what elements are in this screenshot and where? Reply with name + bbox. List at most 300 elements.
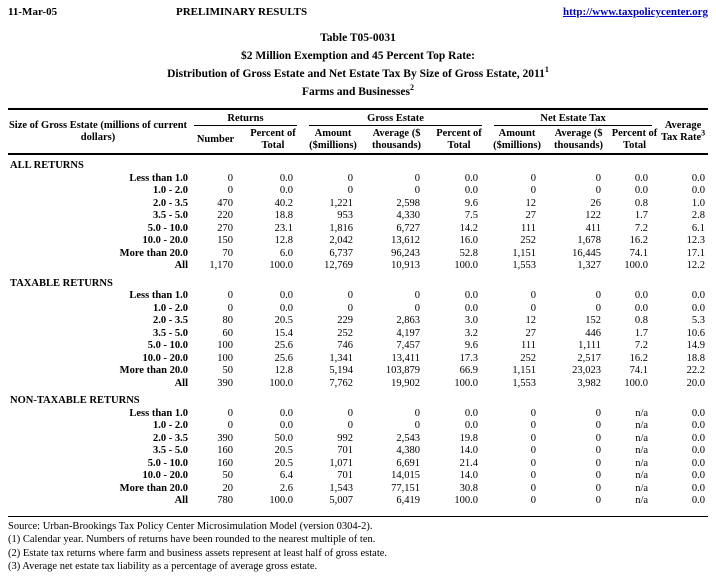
row-label: All (174, 260, 188, 271)
cell-value: 1,151 (512, 247, 537, 259)
cell-value: 992 (337, 432, 354, 444)
cell-value: 20.5 (274, 445, 294, 456)
cell-value: 0 (595, 172, 602, 184)
cell-value: 103,879 (385, 365, 421, 376)
cell-value: 780 (217, 495, 233, 506)
cell-value: 1,170 (209, 260, 233, 271)
section-title: NON-TAXABLE RETURNS (10, 395, 140, 406)
col-header-returns-number: Number (188, 126, 243, 154)
table-row (8, 340, 708, 353)
row-label: 3.5 - 5.0 (153, 445, 188, 456)
table-row (8, 303, 708, 316)
cell-value: 0 (530, 290, 537, 301)
cell-value: 70 (222, 247, 233, 259)
cell-value: 0 (347, 407, 354, 419)
cell-value: 0 (595, 445, 602, 456)
cell-value: 100.0 (454, 260, 479, 271)
cell-value: 0.0 (464, 185, 479, 196)
cell-value: 0.0 (691, 457, 706, 469)
cell-value: 470 (217, 197, 233, 209)
cell-value: 1.7 (634, 210, 649, 221)
cell-value: 2,517 (577, 352, 602, 364)
cell-value: 12 (525, 315, 537, 326)
cell-value: 23.1 (274, 222, 294, 234)
cell-value: 1,678 (577, 235, 602, 246)
cell-value: 160 (217, 457, 233, 469)
cell-value: 0 (414, 172, 421, 184)
cell-value: 100 (217, 340, 233, 351)
cell-value: 7.2 (634, 340, 649, 351)
cell-value: 77,151 (391, 482, 421, 494)
cell-value: 0.0 (279, 407, 294, 419)
cell-value: 1,111 (578, 340, 602, 351)
cell-value: 5.3 (691, 315, 706, 326)
col-header-net-average: Average ($ thousands) (546, 126, 611, 154)
cell-value: 0 (530, 495, 537, 506)
cell-value: 0.0 (691, 445, 706, 456)
table-row (8, 495, 708, 508)
cell-value: 0.0 (634, 185, 649, 196)
cell-value: 2.6 (279, 482, 294, 494)
cell-value: 0.0 (279, 290, 294, 301)
cell-value: 0 (530, 172, 537, 184)
cell-value: 0 (414, 407, 421, 419)
table-row (8, 408, 708, 421)
cell-value: 160 (217, 445, 233, 456)
cell-value: 1,221 (329, 197, 354, 209)
estate-tax-table (8, 108, 708, 508)
cell-value: 100.0 (269, 377, 294, 389)
cell-value: 411 (585, 222, 602, 234)
cell-value: 25.6 (274, 352, 294, 364)
cell-value: 13,612 (391, 235, 421, 246)
farms-businesses-subtitle: Farms and Businesses$^2$ (302, 83, 414, 98)
source-note: Source: Urban-Brookings Tax Policy Center Microsimulation Model (version 0304-2). (8, 520, 373, 532)
row-label: More than 20.0 (119, 365, 188, 376)
cell-value: 60 (222, 327, 233, 339)
cell-value: 1,543 (329, 482, 354, 494)
cell-value: 0 (595, 185, 602, 196)
row-label: 3.5 - 5.0 (153, 327, 188, 339)
cell-value: 0.0 (464, 172, 479, 184)
title-block (8, 32, 708, 99)
cell-value: 0 (530, 482, 537, 494)
cell-value: 6.1 (691, 222, 706, 234)
footnotes-block (8, 516, 708, 574)
cell-value: n/a (635, 432, 649, 444)
cell-value: 6,727 (396, 222, 421, 234)
cell-value: 0 (595, 407, 602, 419)
cell-value: 2,042 (329, 235, 354, 246)
cell-value: 446 (585, 327, 602, 339)
cell-value: 252 (520, 352, 537, 364)
cell-value: 14.9 (686, 340, 706, 351)
cell-value: 0 (530, 407, 537, 419)
cell-value: 12.8 (274, 365, 294, 376)
table-row (8, 378, 708, 391)
table-row (8, 365, 708, 378)
cell-value: 50 (222, 470, 233, 481)
cell-value: 0 (530, 185, 537, 196)
cell-value: 390 (217, 377, 233, 389)
cell-value: 0 (347, 185, 354, 196)
cell-value: 122 (585, 210, 602, 221)
cell-value: 12,769 (324, 260, 354, 271)
cell-value: 26 (590, 197, 602, 209)
cell-value: 390 (217, 432, 233, 444)
cell-value: 0 (595, 432, 602, 444)
cell-value: 953 (337, 210, 354, 221)
cell-value: 746 (337, 340, 354, 351)
cell-value: 0 (530, 470, 537, 481)
cell-value: 12.3 (686, 235, 706, 246)
table-header (8, 109, 708, 154)
exemption-subtitle: $2 Million Exemption and 45 Percent Top Rate: (241, 50, 475, 62)
cell-value: 152 (585, 315, 602, 326)
row-label: More than 20.0 (119, 247, 188, 259)
table-row (8, 433, 708, 446)
cell-value: 0 (227, 407, 233, 419)
cell-value: 0 (530, 457, 537, 469)
cell-value: 0 (595, 482, 602, 494)
row-label: 3.5 - 5.0 (153, 210, 188, 221)
footnote-2: (2) Estate tax returns where farm and business assets represent at least half of gross estate. (8, 547, 388, 559)
footnote-1: (1) Calendar year. Numbers of returns have been rounded to the nearest multiple of ten. (8, 534, 376, 545)
footnote-marker-1: 1 (544, 65, 549, 75)
row-label: 10.0 - 20.0 (142, 470, 188, 481)
cell-value: 0.0 (691, 407, 706, 419)
cell-value: 100.0 (624, 377, 649, 389)
cell-value: 7,457 (396, 340, 421, 351)
cell-value: 1,151 (512, 365, 537, 376)
cell-value: 2,863 (396, 315, 421, 326)
row-label: 10.0 - 20.0 (142, 235, 188, 246)
cell-value: 20.5 (274, 457, 294, 469)
cell-value: 270 (217, 222, 233, 234)
table-row (8, 458, 708, 471)
cell-value: 0.0 (691, 172, 706, 184)
cell-value: 0.0 (279, 420, 294, 431)
footnote-marker-3: 3 (701, 128, 706, 137)
cell-value: 1.7 (634, 327, 649, 339)
cell-value: 4,380 (396, 445, 421, 456)
cell-value: 0.0 (279, 302, 294, 314)
table-row (8, 235, 708, 248)
cell-value: 0 (414, 302, 421, 314)
table-number-title: Table T05-0031 (320, 32, 396, 44)
cell-value: 0 (595, 470, 602, 481)
table-row (8, 445, 708, 458)
cell-value: 40.2 (274, 197, 294, 209)
cell-value: 4,197 (396, 327, 421, 339)
returns-group-header: Returns (188, 109, 303, 126)
section-header-row (8, 160, 708, 173)
cell-value: 13,411 (391, 352, 421, 364)
col-header-net-amount: Amount ($millions) (488, 126, 546, 154)
cell-value: n/a (635, 445, 649, 456)
average-tax-rate-header: Average Tax Rate$^3$ (658, 109, 708, 154)
cell-value: 12.2 (686, 260, 706, 271)
size-column-header: Size of Gross Estate (millions of current dollars) (8, 109, 188, 154)
cell-value: 0 (227, 172, 233, 184)
cell-value: 18.8 (686, 352, 706, 364)
cell-value: 17.3 (459, 352, 479, 364)
cell-value: 2.8 (691, 210, 706, 221)
cell-value: 4,330 (396, 210, 421, 221)
cell-value: 14.0 (459, 445, 479, 456)
cell-value: 66.9 (459, 365, 479, 376)
row-label: 5.0 - 10.0 (147, 222, 188, 234)
cell-value: 0 (530, 302, 537, 314)
cell-value: 6.0 (279, 247, 294, 259)
cell-value: n/a (635, 470, 649, 481)
col-header-gross-percent: Percent of Total (430, 126, 488, 154)
cell-value: 0.0 (691, 185, 706, 196)
cell-value: n/a (635, 482, 649, 494)
cell-value: 150 (217, 235, 233, 246)
cell-value: 1,327 (577, 260, 602, 271)
cell-value: 0.0 (691, 432, 706, 444)
cell-value: 0 (530, 432, 537, 444)
cell-value: 100.0 (624, 260, 649, 271)
cell-value: 0.0 (464, 407, 479, 419)
cell-value: 0.0 (691, 420, 706, 431)
footnote-3: (3) Average net estate tax liability as a percentage of average gross estate. (8, 561, 318, 572)
cell-value: 252 (520, 235, 537, 246)
cell-value: 7.5 (464, 210, 479, 221)
cell-value: 0.0 (691, 290, 706, 301)
cell-value: 1.0 (691, 197, 706, 209)
section-title: ALL RETURNS (10, 160, 84, 171)
cell-value: 220 (217, 210, 233, 221)
cell-value: 111 (521, 340, 537, 351)
cell-value: 21.4 (459, 457, 479, 469)
cell-value: 22.2 (686, 365, 706, 376)
cell-value: 0.0 (634, 302, 649, 314)
cell-value: 96,243 (391, 247, 421, 259)
cell-value: 0.0 (634, 172, 649, 184)
cell-value: 10.6 (686, 327, 706, 339)
cell-value: 20.0 (686, 377, 706, 389)
cell-value: 1,341 (329, 352, 354, 364)
col-header-gross-amount: Amount ($millions) (303, 126, 363, 154)
cell-value: 80 (222, 315, 233, 326)
cell-value: 16.2 (629, 235, 649, 246)
cell-value: 16,445 (572, 247, 602, 259)
table-row (8, 328, 708, 341)
cell-value: 50.0 (274, 432, 294, 444)
table-row (8, 483, 708, 496)
cell-value: 27 (525, 210, 537, 221)
cell-value: 0 (347, 172, 354, 184)
cell-value: 18.8 (274, 210, 294, 221)
cell-value: 0 (595, 290, 602, 301)
row-label: 2.0 - 3.5 (153, 432, 188, 444)
table-row (8, 470, 708, 483)
col-header-net-percent: Percent of Total (611, 126, 658, 154)
row-label: Less than 1.0 (129, 290, 188, 301)
table-row (8, 420, 708, 433)
cell-value: 701 (337, 445, 354, 456)
cell-value: 74.1 (629, 365, 649, 376)
cell-value: 12.8 (274, 235, 294, 246)
row-label: All (174, 495, 188, 506)
cell-value: n/a (635, 407, 649, 419)
section-header-row (8, 278, 708, 291)
cell-value: 100.0 (454, 495, 479, 506)
cell-value: 100.0 (454, 377, 479, 389)
cell-value: 100 (217, 352, 233, 364)
cell-value: 3,982 (577, 377, 602, 389)
cell-value: 5,007 (329, 495, 354, 506)
cell-value: 111 (521, 222, 537, 234)
cell-value: 1,071 (329, 457, 354, 469)
cell-value: 10,913 (391, 260, 421, 271)
col-header-returns-percent: Percent of Total (243, 126, 303, 154)
section-title: TAXABLE RETURNS (10, 277, 113, 289)
table-row (8, 210, 708, 223)
preliminary-results-label: PRELIMINARY RESULTS (176, 6, 308, 18)
table-row (8, 290, 708, 303)
cell-value: 30.8 (459, 482, 479, 494)
cell-value: 25.6 (274, 340, 294, 351)
cell-value: 0.0 (691, 302, 706, 314)
row-label: 5.0 - 10.0 (147, 340, 188, 351)
page-header-strip (8, 6, 708, 19)
cell-value: 20 (222, 482, 233, 494)
cell-value: 7,762 (329, 377, 354, 389)
cell-value: 27 (525, 327, 537, 339)
cell-value: 20.5 (274, 315, 294, 326)
col-header-gross-average: Average ($ thousands) (363, 126, 430, 154)
cell-value: 0 (530, 445, 537, 456)
cell-value: 9.6 (464, 197, 479, 209)
cell-value: 0 (414, 185, 421, 196)
row-label: All (174, 377, 188, 389)
cell-value: 0 (530, 420, 537, 431)
table-row (8, 223, 708, 236)
cell-value: 0 (595, 302, 602, 314)
cell-value: 16.0 (459, 235, 479, 246)
table-body (8, 154, 708, 508)
cell-value: 14,015 (391, 470, 421, 481)
table-row (8, 260, 708, 273)
cell-value: 9.6 (464, 340, 479, 351)
cell-value: 0.0 (279, 185, 294, 196)
row-label: 5.0 - 10.0 (147, 457, 188, 469)
cell-value: 3.2 (464, 327, 479, 339)
distribution-subtitle: Distribution of Gross Estate and Net Estate Tax By Size of Gross Estate, 2011$^1$ (167, 65, 549, 80)
row-label: 1.0 - 2.0 (153, 302, 188, 314)
cell-value: 0 (227, 302, 233, 314)
cell-value: 3.0 (464, 315, 479, 326)
cell-value: 0.8 (634, 197, 649, 209)
table-row (8, 185, 708, 198)
table-row (8, 248, 708, 261)
cell-value: 0.0 (464, 302, 479, 314)
cell-value: 50 (222, 365, 233, 376)
cell-value: 2,543 (396, 432, 421, 444)
row-label: Less than 1.0 (129, 407, 188, 419)
cell-value: 229 (337, 315, 354, 326)
row-label: 2.0 - 3.5 (153, 315, 188, 326)
cell-value: 100.0 (269, 495, 294, 506)
cell-value: 0.8 (634, 315, 649, 326)
table-row (8, 315, 708, 328)
table-row (8, 198, 708, 211)
cell-value: 17.1 (686, 247, 706, 259)
cell-value: 6.4 (279, 470, 294, 481)
cell-value: 14.0 (459, 470, 479, 481)
cell-value: 14.2 (459, 222, 479, 234)
cell-value: 2,598 (396, 197, 421, 209)
cell-value: 6,419 (396, 495, 421, 506)
cell-value: 252 (337, 327, 354, 339)
date-label: 11-Mar-05 (8, 6, 58, 18)
cell-value: 0 (347, 302, 354, 314)
cell-value: 0.0 (464, 420, 479, 431)
gross-estate-group-header: Gross Estate (303, 109, 488, 126)
row-label: 10.0 - 20.0 (142, 352, 188, 364)
cell-value: n/a (635, 457, 649, 469)
cell-value: 100.0 (269, 260, 294, 271)
row-label: Less than 1.0 (129, 172, 188, 184)
cell-value: 0 (595, 495, 602, 506)
cell-value: 0.0 (634, 290, 649, 301)
cell-value: 0 (595, 457, 602, 469)
cell-value: 0 (595, 420, 602, 431)
cell-value: 1,553 (512, 260, 537, 271)
cell-value: 0.0 (279, 172, 294, 184)
cell-value: 6,737 (329, 247, 354, 259)
cell-value: 19,902 (391, 377, 421, 389)
cell-value: 1,816 (329, 222, 354, 234)
cell-value: 15.4 (274, 327, 294, 339)
cell-value: 19.8 (459, 432, 479, 444)
row-label: 1.0 - 2.0 (153, 420, 188, 431)
cell-value: 0 (227, 290, 233, 301)
cell-value: 0.0 (691, 482, 706, 494)
cell-value: 6,691 (396, 457, 421, 469)
cell-value: 12 (525, 197, 537, 209)
row-label: 1.0 - 2.0 (153, 185, 188, 196)
cell-value: 0 (347, 290, 354, 301)
cell-value: 0 (227, 185, 233, 196)
cell-value: 7.2 (634, 222, 649, 234)
cell-value: 16.2 (629, 352, 649, 364)
cell-value: 52.8 (459, 247, 479, 259)
taxpolicycenter-link[interactable]: http://www.taxpolicycenter.org (562, 6, 708, 18)
cell-value: 0 (227, 420, 233, 431)
cell-value: 0.0 (691, 495, 706, 506)
table-row (8, 173, 708, 186)
section-header-row (8, 395, 708, 408)
cell-value: 701 (337, 470, 354, 481)
cell-value: 1,553 (512, 377, 537, 389)
cell-value: n/a (635, 495, 649, 506)
cell-value: 74.1 (629, 247, 649, 259)
cell-value: 0.0 (464, 290, 479, 301)
row-label: 2.0 - 3.5 (153, 197, 188, 209)
cell-value: n/a (635, 420, 649, 431)
footnote-marker-2: 2 (410, 83, 414, 93)
cell-value: 0 (414, 290, 421, 301)
cell-value: 0 (347, 420, 354, 431)
row-label: More than 20.0 (119, 482, 188, 494)
cell-value: 5,194 (329, 365, 354, 376)
net-estate-tax-group-header: Net Estate Tax (488, 109, 658, 126)
cell-value: 0 (414, 420, 421, 431)
